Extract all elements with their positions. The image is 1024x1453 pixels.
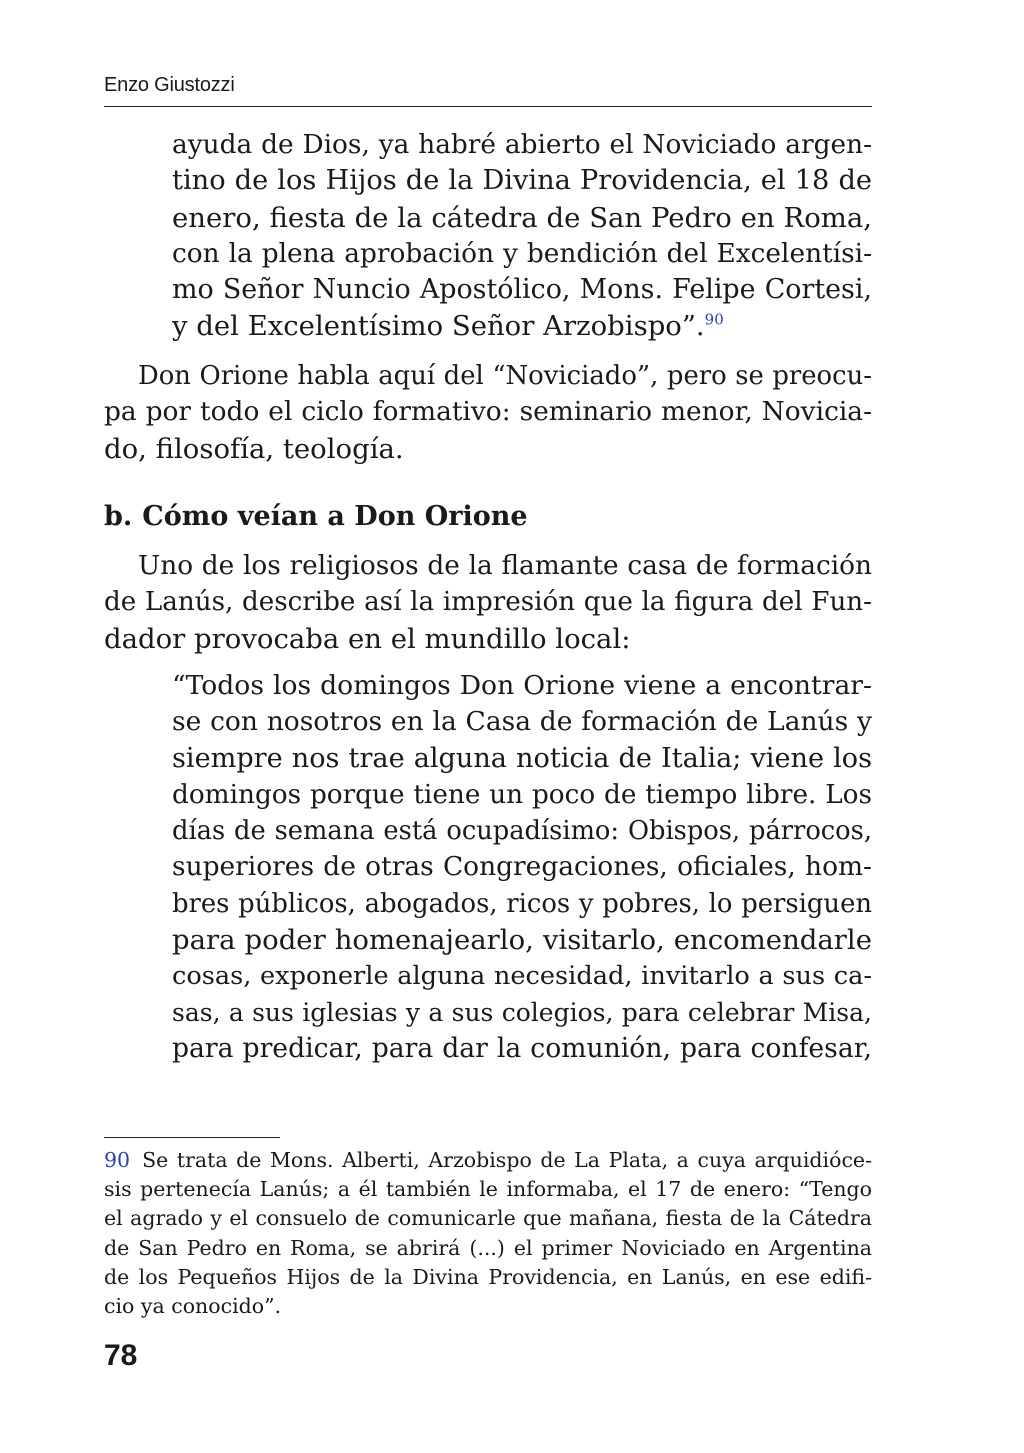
body-paragraph-1 — [104, 358, 872, 467]
body-paragraph-2 — [104, 548, 872, 657]
paragraph-line: Uno de los religiosos de la flamante casa de formación — [138, 551, 872, 581]
quote-line: sas, a sus iglesias y a sus colegios, para celebrar Misa, — [172, 997, 872, 1027]
running-head-author: Enzo Giustozzi — [104, 74, 235, 96]
quote-line: siempre nos trae alguna noticia de Italia; viene los — [172, 742, 872, 774]
quote-line: superiores de otras Congregaciones, oficiales, hom- — [172, 851, 872, 883]
footnote-line — [104, 1146, 872, 1175]
quote-line: para poder homenajearlo, visitarlo, encomendarle — [172, 924, 872, 957]
quote-line: cosas, exponerle alguna necesidad, invitarlo a sus ca- — [172, 961, 872, 992]
quote-line: bres públicos, abogados, ricos y pobres, lo persiguen — [172, 888, 872, 919]
block-quote-2 — [172, 668, 872, 1067]
block-quote-1 — [172, 127, 872, 345]
quote-line-text: y del Excelentísimo Señor Arzobispo”. — [172, 310, 705, 343]
paragraph-line: de Lanús, describe así la impresión que la figura del Fun- — [104, 587, 872, 618]
footnote-line: cio ya conocido”. — [104, 1294, 282, 1319]
quote-line: para predicar, para dar la comunión, para confesar, — [172, 1032, 872, 1064]
quote-line: mo Señor Nuncio Apostólico, Mons. Felipe Cortesi, — [172, 274, 872, 306]
footnote-rule — [104, 1137, 280, 1138]
paragraph-line: Don Orione habla aquí del “Noviciado”, pero se preocu- — [138, 361, 872, 391]
paragraph-line: pa por todo el ciclo formativo: seminario menor, Novicia- — [104, 396, 872, 428]
footnote — [104, 1146, 872, 1321]
footnote-text: Se trata de Mons. Alberti, Arzobispo de La Plata, a cuya arquidióce- — [142, 1148, 872, 1172]
quote-line: domingos porque tiene un poco de tiempo libre. Los — [172, 779, 872, 810]
quote-line: con la plena aprobación y bendición del Excelentísi- — [172, 238, 872, 269]
footnote-reference[interactable]: 90 — [704, 310, 724, 329]
quote-line: tino de los Hijos de la Divina Providencia, el 18 de — [172, 165, 872, 197]
quote-line: enero, fiesta de la cátedra de San Pedro en Roma, — [172, 201, 872, 234]
footnote-number: 90 — [104, 1148, 131, 1172]
header-rule — [104, 106, 872, 107]
footnote-line: de los Pequeños Hijos de la Divina Providencia, en Lanús, en ese edifi- — [104, 1264, 872, 1289]
section-heading — [104, 497, 528, 537]
quote-line: días de semana está ocupadísimo: Obispos, párrocos, — [172, 816, 872, 847]
quote-line-last — [172, 308, 872, 344]
footnote-line: sis pertenecía Lanús; a él también le informaba, el 17 de enero: “Tengo — [104, 1177, 872, 1202]
page-number: 78 — [104, 1339, 138, 1372]
section-title: Cómo veían a Don Orione — [142, 501, 528, 532]
footnote-line: de San Pedro en Roma, se abrirá (...) el primer Noviciado en Argentina — [104, 1235, 872, 1260]
quote-line: “Todos los domingos Don Orione viene a encontrar- — [172, 670, 872, 701]
paragraph-line: dador provocaba en el mundillo local: — [104, 622, 631, 655]
quote-line: ayuda de Dios, ya habré abierto el Noviciado argen- — [172, 130, 872, 160]
paragraph-line: do, filosofía, teología. — [104, 432, 404, 465]
section-marker: b. — [104, 501, 133, 532]
quote-line: se con nosotros en la Casa de formación de Lanús y — [172, 706, 872, 738]
footnote-line: el agrado y el consuelo de comunicarle que mañana, fiesta de la Cátedra — [104, 1206, 872, 1231]
